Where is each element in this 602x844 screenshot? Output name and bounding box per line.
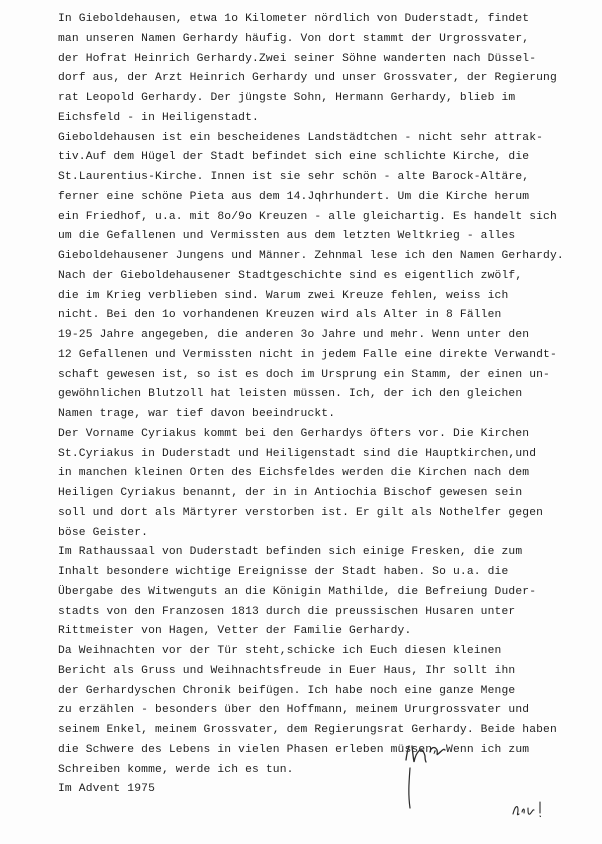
initials-icon <box>510 798 560 822</box>
text-line: Heiligen Cyriakus benannt, der in in Antiochia Bischof gewesen sein <box>58 487 523 499</box>
handwritten-signature <box>400 722 490 812</box>
signature-icon <box>400 722 490 812</box>
text-line: Inhalt besondere wichtige Ereignisse der Stadt haben. So u.a. die <box>58 566 509 578</box>
text-line: 19-25 Jahre angegeben, die anderen 3o Jahre und mehr. Wenn unter den <box>58 329 530 341</box>
date-line: Im Advent 1975 <box>58 783 156 796</box>
text-line: ferner eine schöne Pieta aus dem 14.Jqhrhundert. Um die Kirche herum <box>58 190 530 203</box>
text-line: Rittmeister von Hagen, Vetter der Familie Gerhardy. <box>58 625 412 638</box>
text-line: Schreiben komme, werde ich es tun. <box>58 763 294 776</box>
text-line: zu erzählen - besonders über den Hoffmann, meinem Ururgrossvater und <box>58 704 530 717</box>
text-line: die im Krieg verblieben sind. Warum zwei Kreuze fehlen, weiss ich <box>58 289 509 302</box>
text-line: nicht. Bei den 1o vorhandenen Kreuzen wird als Alter in 8 Fällen <box>58 309 502 322</box>
text-line: Der Vorname Cyriakus kommt bei den Gerhardys öfters vor. Die Kirchen <box>58 427 530 440</box>
text-line: der Hofrat Heinrich Gerhardy.Zwei seiner Söhne wanderten nach Düssel- <box>58 52 537 65</box>
text-line: dorf aus, der Arzt Heinrich Gerhardy und unser Grossvater, der Regierung <box>58 72 557 85</box>
text-line: gewöhnlichen Blutzoll hat leisten müssen. Ich, der ich den gleichen <box>58 388 523 401</box>
text-line: Namen trage, war tief davon beeindruckt. <box>58 408 336 420</box>
text-line: tiv.Auf dem Hügel der Stadt befindet sich eine schlichte Kirche, die <box>58 151 530 164</box>
text-line: die Schwere des Lebens in vielen Phasen erleben müssen, Wenn ich zum <box>58 743 530 756</box>
text-line: St.Cyriakus in Duderstadt und Heiligenstadt sind die Hauptkirchen,und <box>58 447 537 460</box>
text-line: In Gieboldehausen, etwa 1o Kilometer nördlich von Duderstadt, findet <box>58 13 530 25</box>
letter-body <box>58 10 564 800</box>
text-line: Da Weihnachten vor der Tür steht,schicke ich Euch diesen kleinen <box>58 645 502 657</box>
text-line: Im Rathaussaal von Duderstadt befinden sich einige Fresken, die zum <box>58 546 523 559</box>
text-line: der Gerhardyschen Chronik beifügen. Ich habe noch eine ganze Menge <box>58 684 516 697</box>
text-line: St.Laurentius-Kirche. Innen ist sie sehr schön - alte Barock-Altäre, <box>58 171 530 183</box>
text-line: schaft gewesen ist, so ist es doch im Ursprung ein Stamm, der einen un- <box>58 368 550 381</box>
text-line: 12 Gefallenen und Vermissten nicht in jedem Falle eine direkte Verwandt- <box>58 348 557 361</box>
text-line: Gieboldehausen ist ein bescheidenes Landstädtchen - nicht sehr attrak- <box>58 131 544 144</box>
text-line: soll und dort als Märtyrer verstorben ist. Er gilt als Nothelfer gegen <box>58 506 544 519</box>
text-line: böse Geister. <box>58 526 149 539</box>
text-line: ein Friedhof, u.a. mit 8o/9o Kreuzen - alle gleichartig. Es handelt sich <box>58 210 557 223</box>
text-line: Übergabe des Witwenguts an die Königin Mathilde, die Befreiung Duder- <box>58 585 537 598</box>
text-line: seinem Enkel, meinem Grossvater, dem Regierungsrat Gerhardy. Beide haben <box>58 724 557 736</box>
text-line: in manchen kleinen Orten des Eichsfeldes werden die Kirchen nach dem <box>58 467 530 480</box>
text-line: Gieboldehausener Jungens und Männer. Zehnmal lese ich den Namen Gerhardy. <box>58 250 564 262</box>
text-line: man unseren Namen Gerhardy häufig. Von dort stammt der Urgrossvater, <box>58 32 530 45</box>
text-line: um die Gefallenen und Vermissten aus dem letzten Weltkrieg - alles <box>58 230 516 243</box>
handwritten-initials <box>510 798 560 822</box>
text-line: Bericht als Gruss und Weihnachtsfreude in Euer Haus, Ihr sollt ihn <box>58 664 516 677</box>
text-line: Nach der Gieboldehausener Stadtgeschichte sind es eigentlich zwölf, <box>58 269 523 282</box>
text-line: Eichsfeld - in Heiligenstadt. <box>58 111 259 124</box>
text-line: rat Leopold Gerhardy. Der jüngste Sohn, Hermann Gerhardy, blieb im <box>58 92 516 104</box>
text-line: stadts von den Franzosen 1813 durch die preussischen Husaren unter <box>58 605 516 618</box>
